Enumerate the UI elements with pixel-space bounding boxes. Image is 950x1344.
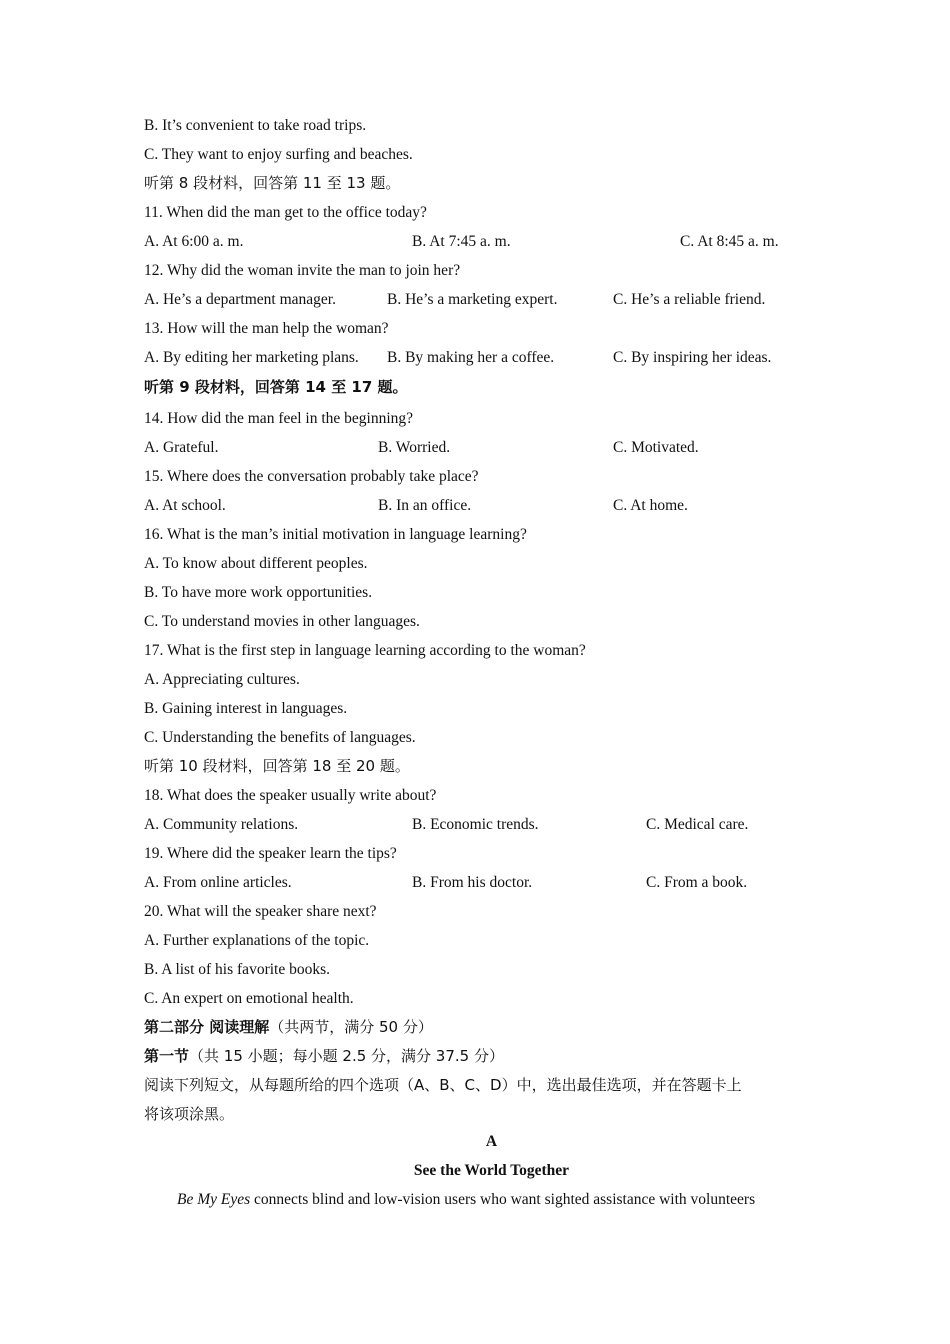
option-c: C. Motivated. <box>613 439 699 456</box>
option-b: B. From his doctor. <box>412 874 533 891</box>
question-13: 13. How will the man help the woman? <box>144 320 389 337</box>
reading-instruction-cont: 将该项涂黑。 <box>144 1105 235 1123</box>
passage-label: A <box>485 1133 498 1150</box>
option-line: C. Understanding the benefits of languages. <box>144 729 416 746</box>
option-a: A. At school. <box>144 497 226 514</box>
paragraph-text: connects blind and low-vision users who want sighted assistance with volunteers <box>250 1191 756 1208</box>
option-a: A. He’s a department manager. <box>144 291 336 308</box>
option-line: C. An expert on emotional health. <box>144 990 354 1007</box>
section-title: 第一节 <box>144 1047 190 1065</box>
option-c: C. From a book. <box>646 874 748 891</box>
app-name: Be My Eyes <box>177 1191 251 1208</box>
option-a: A. Grateful. <box>144 439 219 456</box>
part-title: 第二部分 阅读理解 <box>144 1018 270 1036</box>
option-line: B. A list of his favorite books. <box>144 961 330 978</box>
option-line: A. Further explanations of the topic. <box>144 932 370 949</box>
option-b: B. At 7:45 a. m. <box>412 233 511 250</box>
option-line: B. Gaining interest in languages. <box>144 700 348 717</box>
question-16: 16. What is the man’s initial motivation in language learning? <box>144 526 527 543</box>
option-a: A. By editing her marketing plans. <box>144 349 359 366</box>
option-a: A. From online articles. <box>144 874 292 891</box>
option-b: B. He’s a marketing expert. <box>387 291 558 308</box>
option-c: C. He’s a reliable friend. <box>613 291 766 308</box>
question-11: 11. When did the man get to the office today? <box>144 204 427 221</box>
passage-paragraph <box>177 1185 755 1214</box>
option-b: B. In an office. <box>378 497 472 514</box>
option-a: A. Community relations. <box>144 816 299 833</box>
question-20: 20. What will the speaker share next? <box>144 903 377 920</box>
option-b: B. Economic trends. <box>412 816 539 833</box>
section-heading <box>144 1042 504 1071</box>
part-score: （共两节，满分 50 分） <box>269 1018 433 1036</box>
question-15: 15. Where does the conversation probably take place? <box>144 468 479 485</box>
section-instruction: 听第 10 段材料，回答第 18 至 20 题。 <box>144 757 410 775</box>
option-b: B. By making her a coffee. <box>387 349 555 366</box>
question-18: 18. What does the speaker usually write about? <box>144 787 437 804</box>
option-a: A. At 6:00 a. m. <box>144 233 244 250</box>
section-instruction: 听第 9 段材料，回答第 14 至 17 题。 <box>144 378 408 396</box>
option-line: B. To have more work opportunities. <box>144 584 373 601</box>
option-line: A. Appreciating cultures. <box>144 671 300 688</box>
option-c: C. At 8:45 a. m. <box>680 233 779 250</box>
question-12: 12. Why did the woman invite the man to join her? <box>144 262 461 279</box>
option-c: C. By inspiring her ideas. <box>613 349 772 366</box>
option-line: C. They want to enjoy surfing and beaches. <box>144 146 413 163</box>
option-c: C. Medical care. <box>646 816 749 833</box>
section-instruction: 听第 8 段材料，回答第 11 至 13 题。 <box>144 174 401 192</box>
option-b: B. Worried. <box>378 439 451 456</box>
reading-instruction: 阅读下列短文，从每题所给的四个选项（A、B、C、D）中，选出最佳选项，并在答题卡上 <box>144 1076 742 1094</box>
question-17: 17. What is the first step in language learning according to the woman? <box>144 642 586 659</box>
option-line: B. It’s convenient to take road trips. <box>144 117 367 134</box>
passage-title: See the World Together <box>413 1162 570 1179</box>
option-c: C. At home. <box>613 497 688 514</box>
part-heading <box>144 1013 433 1042</box>
option-line: C. To understand movies in other languages. <box>144 613 420 630</box>
question-19: 19. Where did the speaker learn the tips? <box>144 845 397 862</box>
question-14: 14. How did the man feel in the beginning? <box>144 410 414 427</box>
section-score: （共 15 小题；每小题 2.5 分，满分 37.5 分） <box>189 1047 504 1065</box>
option-line: A. To know about different peoples. <box>144 555 368 572</box>
